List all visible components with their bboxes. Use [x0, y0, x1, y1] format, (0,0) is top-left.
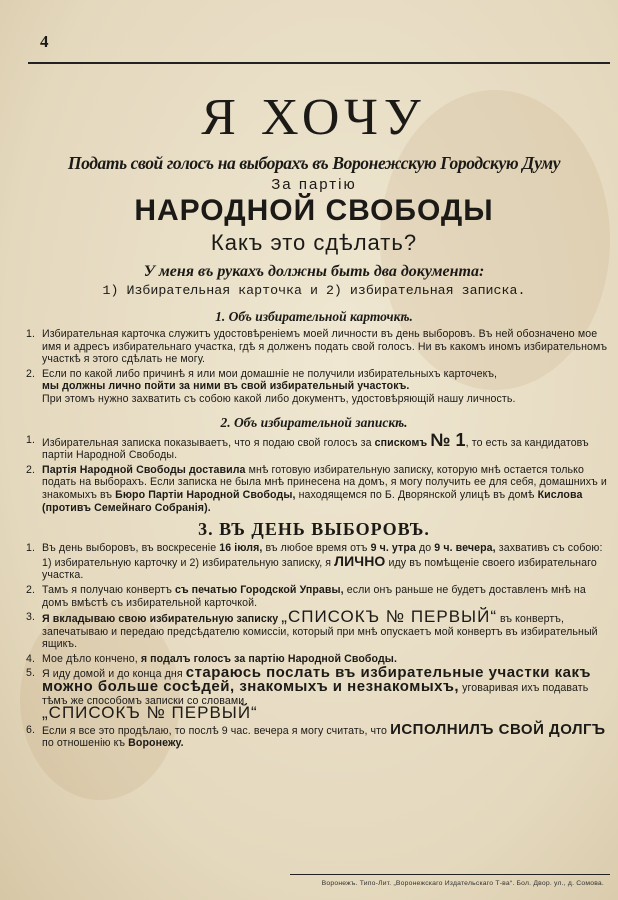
- headline: Я ХОЧУ: [201, 89, 427, 146]
- list-item: 1. Въ день выборовъ, въ воскресеніе 16 іюля, въ любое время отъ 9 ч. утра до 9 ч. вечера, захвативъ съ собою: 1) избирательную карточку и 2) избирательную записку, я ЛИЧНО иду въ помѣщеніе своего избирательнаго участка.: [26, 542, 603, 582]
- list-item: 2. Партія Народной Свободы доставила мнѣ готовую избирательную записку, которую мнѣ остается только подать на выборахъ. Если записка не была мнѣ принесена на домъ, я могу получить ее для себя, домашнихъ и знакомыхъ въ Бюро Партіи Народной Свободы, находящемся по Б. Дворянской улицѣ въ домѣ Кислова (противъ Семейнаго Собранія).: [26, 463, 607, 514]
- list-item: 4. Мое дѣло кончено, я подалъ голосъ за партію Народной Свободы.: [26, 652, 397, 665]
- how-to-question: Какъ это сдѣлать?: [210, 230, 418, 255]
- section-3-title: 3. ВЪ ДЕНЬ ВЫБОРОВЪ.: [198, 519, 430, 540]
- list-item: 1. Избирательная записка показываетъ, что я подаю свой голосъ за спискомъ № 1, то есть за кандидатовъ партіи Народной Свободы.: [26, 429, 589, 462]
- subheadline: Подать свой голосъ на выборахъ въ Воронежскую Городскую Думу: [67, 153, 561, 173]
- section-1-list: [18, 328, 610, 406]
- section-3-list: [18, 542, 610, 750]
- top-rule: [28, 62, 610, 64]
- footer-rule: [290, 874, 610, 875]
- section-2-title: 2. Объ избирательной запискѣ.: [220, 414, 408, 430]
- section-1-title: 1. Объ избирательной карточкѣ.: [215, 309, 413, 324]
- list-item: 5. Я иду домой и до конца дня стараюсь послать въ избирательные участки какъ можно больше сосѣдей, знакомыхъ и незнакомыхъ, уговаривая ихъ подавать тѣмъ же способомъ записки со словами „СПИСОКЪ № ПЕРВЫЙ“: [26, 664, 591, 723]
- party-name: НАРОДНОЙ СВОБОДЫ: [134, 194, 494, 227]
- section-2-list: [18, 429, 610, 515]
- list-item: 2. Если по какой либо причинѣ я или мои домашніе не получили избирательныхъ карточекъ, мы должны лично пойти за ними въ свой избирательный участокъ. При этомъ нужно захватить съ собою какой либо документъ, удостовѣряющій нашу личность.: [26, 367, 516, 405]
- page-number: 4: [40, 32, 49, 51]
- party-intro: За партію: [271, 176, 357, 193]
- documents-heading: У меня въ рукахъ должны быть два документа:: [143, 263, 485, 280]
- leaflet-content: [18, 78, 610, 752]
- list-item: 6. Если я все это продѣлаю, то послѣ 9 час. вечера я могу считать, что ИСПОЛНИЛЪ СВОЙ ДОЛГЪ по отношенію къ Воронежу.: [26, 720, 606, 750]
- list-item: 1. Избирательная карточка служитъ удостовѣреніемъ моей личности въ день выборовъ. Въ ней обозначено мое имя и адресъ избирательнаго участка, гдѣ я долженъ подать свой голосъ. Ни въ какомъ иномъ избирательномъ участкѣ я этого сдѣлать не могу.: [26, 328, 608, 366]
- printer-imprint: Воронежъ. Типо-Лит. „Воронежскаго Издательскаго Т-ва“. Бол. Двор. ул., д. Сомова.: [321, 880, 604, 887]
- list-item: 2. Тамъ я получаю конвертъ съ печатью Городской Управы, если онъ раньше не будетъ доставленъ мнѣ на домъ вмѣстѣ съ избирательной карточкой.: [26, 583, 586, 609]
- documents-list: 1) Избирательная карточка и 2) избирательная записка.: [102, 283, 526, 298]
- list-item: 3. Я вкладываю свою избирательную записку „СПИСОКЪ № ПЕРВЫЙ“ въ конвертъ, запечатываю и передаю предсѣдателю комиссіи, который при мнѣ опускаетъ мой конвертъ въ избирательный ящикъ.: [26, 607, 598, 651]
